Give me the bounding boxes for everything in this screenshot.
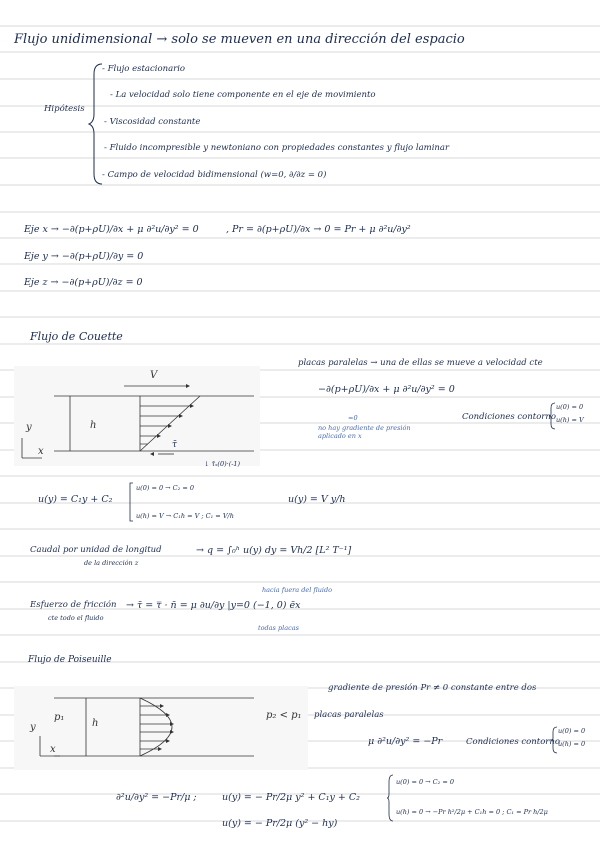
fig-h-label: h bbox=[90, 420, 97, 431]
poiseuille-description: gradiente de presión Pr ≠ 0 constante entre dos bbox=[328, 683, 537, 693]
fig-x-label: x bbox=[50, 744, 56, 755]
hypothesis-item: - La velocidad solo tiene componente en el eje de movimiento bbox=[110, 90, 376, 100]
couette-bc-item: u(h) = V bbox=[556, 416, 584, 424]
poiseuille-bc-brace bbox=[550, 726, 558, 754]
poiseuille-final-solution: u(y) = − Pr/2μ (y² − hy) bbox=[222, 818, 338, 829]
flow-rate-equation: → q = ∫₀ʰ u(y) dy = Vh/2 [L² T⁻¹] bbox=[196, 545, 352, 556]
couette-heading: Flujo de Couette bbox=[30, 330, 123, 343]
poiseuille-bc-label: Condiciones contorno bbox=[466, 737, 560, 747]
hypothesis-item: - Flujo estacionario bbox=[102, 64, 186, 74]
stress-top-note: hacia fuera del fluido bbox=[262, 586, 333, 594]
flow-rate-label: Caudal por unidad de longitud bbox=[30, 545, 162, 555]
fig-y-label: y bbox=[30, 722, 36, 733]
fig-y-label: y bbox=[26, 422, 32, 433]
fig-pressure-compare: p₂ < p₁ bbox=[266, 710, 302, 721]
couette-c2: u(0) = 0 → C₂ = 0 bbox=[136, 484, 194, 492]
poiseuille-equation: μ ∂²u/∂y² = −Pr bbox=[368, 736, 443, 747]
fig-x-label: x bbox=[38, 446, 44, 457]
poiseuille-description: placas paralelas bbox=[314, 710, 384, 720]
poiseuille-c2: u(0) = 0 → C₂ = 0 bbox=[396, 778, 454, 786]
equation-x-definition: , Pr = ∂(p+ρU)/∂x → 0 = Pr + μ ∂²u/∂y² bbox=[226, 224, 411, 235]
flow-rate-sub: de la dirección z bbox=[84, 559, 139, 567]
equation-y: Eje y → −∂(p+ρU)/∂y = 0 bbox=[24, 251, 144, 262]
poiseuille-bc-item: u(h) = 0 bbox=[558, 740, 586, 748]
fig-velocity-label: V bbox=[150, 370, 158, 381]
couette-bc-brace bbox=[548, 402, 556, 430]
poiseuille-ode: ∂²u/∂y² = −Pr/μ ; bbox=[116, 792, 197, 803]
stress-bottom-note: todas placas bbox=[258, 624, 299, 632]
fig-h-label: h bbox=[92, 718, 99, 729]
poiseuille-c1: u(h) = 0 → −Pr h²/2μ + C₁h = 0 ; C₁ = Pr h/2μ bbox=[396, 808, 548, 816]
stress-label: Esfuerzo de fricción bbox=[30, 600, 117, 610]
poiseuille-solution-brace bbox=[386, 774, 394, 822]
couette-equation: −∂(p+ρU)/∂x + μ ∂²u/∂y² = 0 bbox=[318, 384, 455, 395]
hypothesis-label: Hipótesis bbox=[44, 104, 85, 114]
hypothesis-item: - Fluido incompresible y newtoniano con propiedades constantes y flujo laminar bbox=[104, 143, 450, 153]
couette-c1: u(h) = V → C₁h = V ; C₁ = V/h bbox=[136, 512, 234, 520]
equation-z: Eje z → −∂(p+ρU)/∂z = 0 bbox=[24, 277, 143, 288]
couette-zero-note: =0 bbox=[348, 414, 358, 422]
fig-tau-note: ↓ τ̄ₓ(0)·(-1) bbox=[204, 460, 241, 468]
equation-x: Eje x → −∂(p+ρU)/∂x + μ ∂²u/∂y² = 0 bbox=[24, 224, 199, 235]
couette-description: placas paralelas → una de ellas se mueve a velocidad cte bbox=[298, 358, 543, 368]
couette-bc-item: u(0) = 0 bbox=[556, 403, 584, 411]
couette-solution-brace bbox=[128, 482, 134, 522]
couette-bc-label: Condiciones contorno bbox=[462, 412, 556, 422]
poiseuille-bc-item: u(0) = 0 bbox=[558, 727, 586, 735]
hypothesis-brace bbox=[88, 62, 104, 186]
poiseuille-heading: Flujo de Poiseuille bbox=[28, 655, 112, 665]
stress-equation: → τ̄ = τ̿ · n̄ = μ ∂u/∂y |y=0 (−1, 0) ēx bbox=[126, 600, 301, 611]
poiseuille-general-solution: u(y) = − Pr/2μ y² + C₁y + C₂ bbox=[222, 792, 360, 803]
fig-tau-label: τ̄ bbox=[172, 440, 177, 450]
couette-gradient-note: no hay gradiente de presión aplicado en x bbox=[318, 424, 411, 440]
poiseuille-figure bbox=[14, 686, 308, 770]
stress-sub: cte todo el fluido bbox=[48, 614, 104, 622]
page-title: Flujo unidimensional → solo se mueven en una dirección del espacio bbox=[14, 32, 465, 47]
couette-final-solution: u(y) = V y/h bbox=[288, 494, 346, 505]
fig-p1-label: p₁ bbox=[54, 712, 65, 723]
hypothesis-item: - Campo de velocidad bidimensional (w=0, ∂/∂z = 0) bbox=[102, 170, 327, 180]
couette-figure bbox=[14, 366, 260, 466]
hypothesis-item: - Viscosidad constante bbox=[104, 117, 201, 127]
couette-general-solution: u(y) = C₁y + C₂ bbox=[38, 494, 113, 505]
